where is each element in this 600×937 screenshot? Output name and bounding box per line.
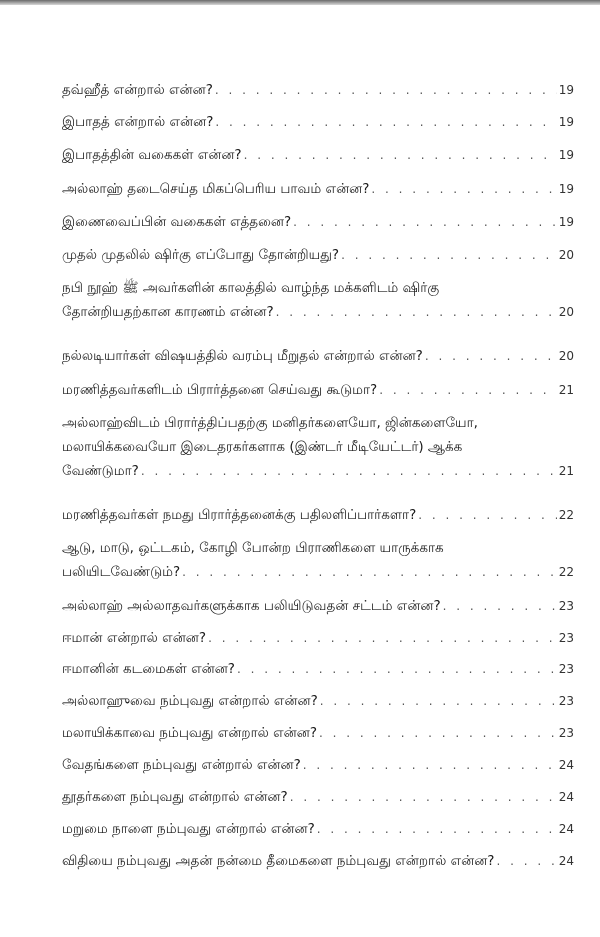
leader-dots [215,110,556,134]
toc-page-number: 19 [558,148,574,162]
leader-dots [418,503,556,527]
toc-entry-title: நல்லடியார்கள் விஷயத்தில் வரம்பு மீறுதல் என்றால் என்ன? [62,348,423,364]
leader-dots [215,78,557,102]
toc-entry-title: ஈமானின் கடமைகள் என்ன? [62,661,235,677]
leader-dots [276,300,557,324]
leader-dots [182,560,557,584]
toc-entry [62,785,574,809]
toc-entry [62,626,574,650]
toc-entry [62,721,574,745]
toc-page-number: 20 [558,349,574,363]
toc-entry-title: நபி நூஹ் ﷺ அவர்களின் காலத்தில் வாழ்ந்த மக்களிடம் ஷிர்கு [62,280,440,296]
toc-entry [62,817,574,841]
toc-entry-title: விதியை நம்புவது அதன் நன்மை தீமைகளை நம்புவது என்றால் என்ன? [62,853,495,869]
toc-page-number: 20 [558,248,574,262]
toc-entry-title-continued: தோன்றியதற்கான காரணம் என்ன? [62,304,274,320]
toc-entry [62,657,574,681]
toc-entry [62,78,574,102]
toc-entry [62,143,574,167]
toc-page-number: 24 [558,822,574,836]
toc-entry [62,753,574,777]
toc-entry-title-continued: பலியிடவேண்டும்? [62,564,181,580]
toc-page-number: 19 [558,182,574,196]
toc-entry [62,689,574,713]
toc-page-number: 20 [558,305,574,319]
toc-entry [62,594,574,618]
toc-entry-title-continued: மலாயிக்கவையோ இடைதரகர்களாக (இண்டர் மீடியேட்டர்) ஆக்க [62,439,463,455]
toc-entry [62,378,574,402]
toc-entry-title: ஆடு, மாடு, ஒட்டகம், கோழி போன்ற பிராணிகளை யாருக்காக [62,540,444,556]
toc-page-number: 24 [558,790,574,804]
toc-page-number: 19 [558,215,574,229]
leader-dots [208,626,557,650]
toc-page-number: 21 [558,383,574,397]
toc-entry-title: வேதங்களை நம்புவது என்றால் என்ன? [62,757,301,773]
toc-entry [62,849,574,873]
leader-dots [290,785,557,809]
toc-page-number: 22 [558,508,574,522]
toc-entry-title: அல்லாஹுவை நம்புவது என்றால் என்ன? [62,693,318,709]
toc-entry [62,411,574,483]
leader-dots [317,817,557,841]
toc-entry-title: இபாதத் என்றால் என்ன? [62,114,214,130]
leader-dots [237,657,557,681]
toc-entry [62,536,574,584]
toc-entry [62,276,574,324]
leader-dots [319,721,557,745]
toc-entry-title: அல்லாஹ் தடைசெய்த மிகப்பெரிய பாவம் என்ன? [62,181,370,197]
leader-dots [443,594,557,618]
leader-dots [320,689,557,713]
toc-page-number: 23 [558,631,574,645]
toc-page-number: 23 [558,694,574,708]
toc-entry [62,110,574,134]
leader-dots [293,210,557,234]
toc-page-number: 23 [558,662,574,676]
toc-page-number: 19 [558,115,574,129]
leader-dots [341,243,557,267]
toc-entry [62,243,574,267]
toc-page-number: 19 [558,83,574,97]
leader-dots [371,177,556,201]
toc-entry-title: முதல் முதலில் ஷிர்கு எப்போது தோன்றியது? [62,247,340,263]
toc-entry-title: அல்லாஹ் அல்லாதவர்களுக்காக பலியிடுவதன் சட்டம் என்ன? [62,598,441,614]
toc-entry-title: இபாதத்தின் வகைகள் என்ன? [62,147,242,163]
toc-entry-title: ஈமான் என்றால் என்ன? [62,630,207,646]
toc-entry-title: தூதர்களை நம்புவது என்றால் என்ன? [62,789,288,805]
leader-dots [141,459,557,483]
leader-dots [379,378,556,402]
toc-entry-title: இணைவைப்பின் வகைகள் எத்தனை? [62,214,292,230]
toc-entry-title-continued: வேண்டுமா? [62,463,139,479]
toc-entry-title: மறுமை நாளை நம்புவது என்றால் என்ன? [62,821,315,837]
toc-page-number: 23 [558,599,574,613]
toc-entry [62,210,574,234]
toc-page-number: 22 [558,565,574,579]
leader-dots [496,849,556,873]
toc-entry-title: மலாயிக்காவை நம்புவது என்றால் என்ன? [62,725,318,741]
toc-entry-title: அல்லாஹ்விடம் பிரார்த்திப்பதற்கு மனிதர்களையோ, ஜின்களையோ, [62,415,478,431]
page-top-edge [0,0,600,5]
toc-entry-title: மரணித்தவர்களிடம் பிரார்த்தனை செய்வது கூடுமா? [62,382,378,398]
toc-entry-title: தவ்ஹீத் என்றால் என்ன? [62,82,213,98]
leader-dots [425,344,557,368]
toc-entry [62,177,574,201]
leader-dots [303,753,557,777]
toc-entry-title: மரணித்தவர்கள் நமது பிரார்த்தனைக்கு பதிலளிப்பார்களா? [62,507,417,523]
toc-page-number: 24 [558,758,574,772]
toc-entry [62,344,574,368]
toc-page-number: 24 [558,854,574,868]
leader-dots [244,143,557,167]
toc-page-number: 21 [558,464,574,478]
toc-entry [62,503,574,527]
toc-page-number: 23 [558,726,574,740]
